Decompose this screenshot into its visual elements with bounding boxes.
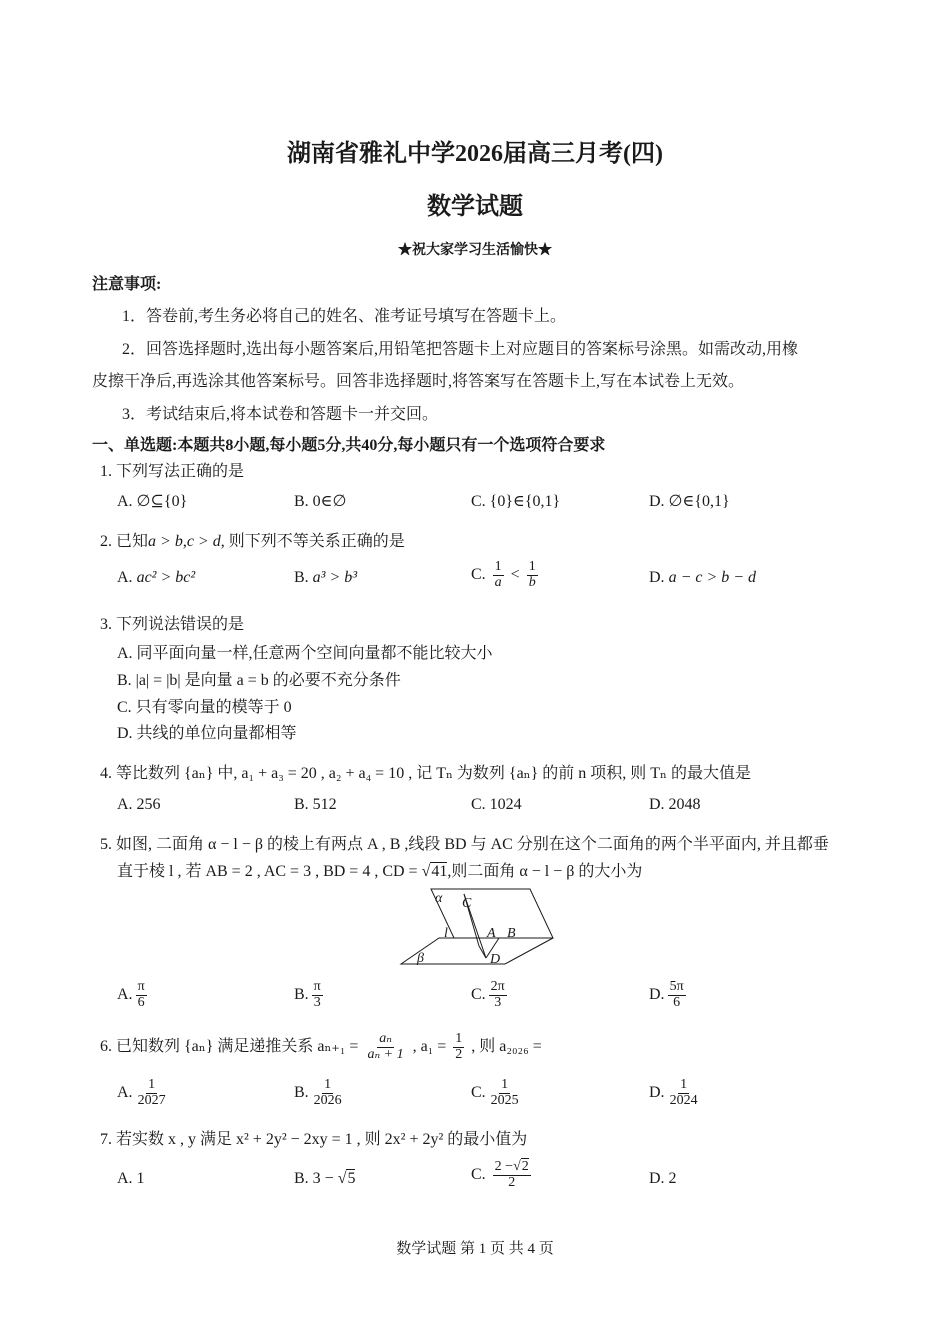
q2-stem: 2. 已知a > b,c > d, 则下列不等关系正确的是 [100,533,405,550]
notes-heading: 注意事项: [92,276,162,293]
motto: ★祝大家学习生活愉快★ [398,243,552,258]
q5-option-c: C. $\frac{2\pi}{3}$ [471,979,505,1010]
q4-option-c: C. 1024 [471,796,522,813]
q5-option-a: A. $\frac{\pi}{6}$ [117,979,145,1010]
q1-option-d: D. ∅∈{0,1} [649,493,730,510]
q1-option-a: A. ∅⊆{0} [117,493,188,510]
q4-option-b: B. 512 [294,796,337,813]
q4-stem: 4. 等比数列 {aₙ} 中, a₁ + a₃ = 20 , a₂ + a₄ = 10 , 记 Tₙ 为数列 {aₙ} 的前 n 项积, 则 Tₙ 的最大值是 [100,765,751,782]
q3-option-c: C. 只有零向量的模等于 0 [117,699,292,716]
q6-option-c: C. $\frac{1}{2025}$ [471,1077,519,1108]
label-a: A [487,926,496,941]
note-item-2-line-2: 皮擦干净后,再选涂其他答案标号。回答非选择题时,将答案写在答题卡上,写在本试卷上无效。 [92,373,745,390]
page-subtitle: 数学试题 [427,194,523,220]
q7-option-c: C. $\frac{2 -√2}{2}$ [471,1159,529,1190]
q2-option-a: A. ac² > bc² [117,569,196,586]
q1-option-c: C. {0}∈{0,1} [471,493,561,510]
q5-option-b: B. $\frac{\pi}{3}$ [294,979,321,1010]
label-c: C [462,896,472,911]
note-item-3: 3．考试结束后,将本试卷和答题卡一并交回。 [122,406,439,423]
dihedral-angle-figure [395,886,560,968]
q2-option-b: B. a³ > b³ [294,569,358,586]
q2-option-d: D. a − c > b − d [649,569,757,586]
q3-option-b: B. |a| = |b| 是向量 a = b 的必要不充分条件 [117,672,401,689]
note-item-1: 1．答卷前,考生务必将自己的姓名、准考证号填写在答题卡上。 [122,308,567,325]
q3-stem: 3. 下列说法错误的是 [100,616,245,633]
note-item-2-line-1: 2．回答选择题时,选出每小题答案后,用铅笔把答题卡上对应题目的答案标号涂黑。如需改动,用橡 [122,341,799,358]
label-beta: β [417,951,424,966]
q4-option-a: A. 256 [117,796,161,813]
q1-option-b: B. 0∈∅ [294,493,347,510]
label-l: l [444,926,448,941]
q7-option-d: D. 2 [649,1170,677,1187]
q3-option-a: A. 同平面向量一样,任意两个空间向量都不能比较大小 [117,645,493,662]
q7-stem: 7. 若实数 x , y 满足 x² + 2y² − 2xy = 1 , 则 2x² + 2y² 的最小值为 [100,1131,528,1148]
q4-option-d: D. 2048 [649,796,701,813]
label-b: B [507,926,516,941]
q1-stem: 1. 下列写法正确的是 [100,463,245,480]
q6-option-d: D. $\frac{1}{2024}$ [649,1077,698,1108]
q6-stem: 6. 已知数列 {aₙ} 满足递推关系 aₙ₊₁ = $\frac{\text{aₙ}}{\text{aₙ + 1}}$ , a₁ = $\frac{1}{2}$ , 则 a₂₀₂₆ = [100,1031,542,1062]
q5-stem-line-2: 直于棱 l , 若 AB = 2 , AC = 3 , BD = 4 , CD = √41,则二面角 α − l − β 的大小为 [117,863,643,880]
page-title: 湖南省雅礼中学2026届高三月考(四) [287,141,663,167]
q6-option-a: A. $\frac{1}{2027}$ [117,1077,166,1108]
q5-option-d: D. $\frac{5\pi}{6}$ [649,979,684,1010]
section-1-heading: 一、单选题:本题共8小题,每小题5分,共40分,每小题只有一个选项符合要求 [92,437,606,454]
q3-option-d: D. 共线的单位向量都相等 [117,725,297,742]
label-d: D [490,952,501,967]
q6-option-b: B. $\frac{1}{2026}$ [294,1077,342,1108]
page-footer: 数学试题 第 1 页 共 4 页 [396,1241,554,1257]
q7-option-b: B. 3 − √5 [294,1170,356,1187]
q5-stem-line-1: 5. 如图, 二面角 α − l − β 的棱上有两点 A , B ,线段 BD 与 AC 分别在这个二面角的两个半平面内, 并且都垂 [100,836,829,853]
q2-option-c: C. $\frac{1}{a}$ < $\frac{1}{b}$ [471,559,536,590]
q7-option-a: A. 1 [117,1170,145,1187]
label-alpha: α [435,891,443,906]
